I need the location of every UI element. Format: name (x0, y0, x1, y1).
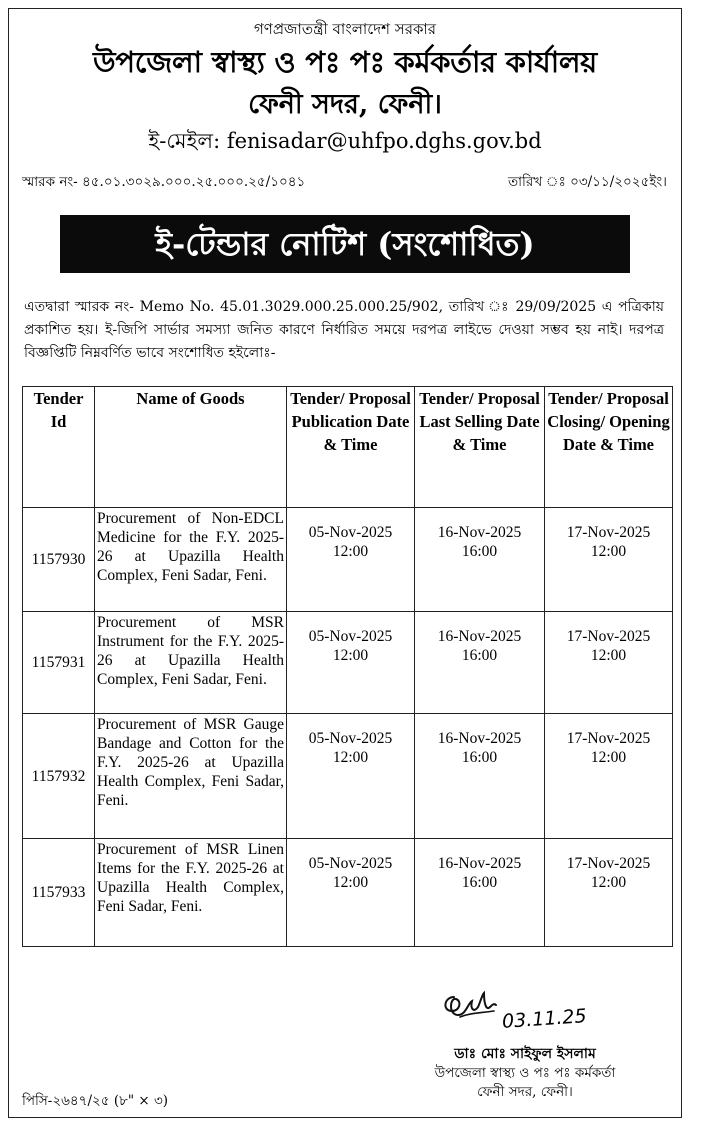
tender-id: 1157932 (23, 714, 95, 839)
publication-datetime: 05-Nov-2025 12:00 (287, 612, 415, 714)
goods-name: Procurement of MSR Linen Items for the F.Y. 2025-26 at Upazilla Health Complex, Feni Sadar, Feni. (95, 839, 287, 947)
office-place: ফেনী সদর, ফেনী। (248, 89, 442, 120)
selling-datetime: 16-Nov-2025 16:00 (415, 714, 545, 839)
table-row (23, 839, 673, 947)
notice-date: তারিখ ঃ ০৩/১১/২০২৫ইং। (508, 174, 667, 190)
tender-id: 1157933 (23, 839, 95, 947)
publication-datetime: 05-Nov-2025 12:00 (287, 714, 415, 839)
memo-number: স্মারক নং- ৪৫.০১.৩০২৯.০০০.২৫.০০০.২৫/১০৪১ (22, 174, 306, 190)
signer-block (400, 1045, 650, 1102)
closing-datetime: 17-Nov-2025 12:00 (545, 714, 673, 839)
header-publication: Tender/ Proposal Publication Date & Time (287, 387, 415, 508)
header-tender-id: Tender Id (23, 387, 95, 508)
tender-id: 1157930 (23, 508, 95, 612)
notice-title: ই-টেন্ডার নোটিশ (সংশোধিত) (60, 215, 630, 273)
goods-name: Procurement of MSR Instrument for the F.Y. 2025-26 at Upazilla Health Complex, Feni Sadar, Feni. (95, 612, 287, 714)
signer-designation: উপজেলা স্বাস্থ্য ও পঃ পঃ কর্মকর্তা (434, 1065, 616, 1081)
goods-name: Procurement of MSR Gauge Bandage and Cotton for the F.Y. 2025-26 at Upazilla Health Complex, Feni Sadar, Feni. (95, 714, 287, 839)
signer-name: ডাঃ মোঃ সাইফুল ইসলাম (454, 1046, 596, 1062)
office-email: ই-মেইল: fenisadar@uhfpo.dghs.gov.bd (148, 129, 542, 153)
publication-datetime: 05-Nov-2025 12:00 (287, 839, 415, 947)
selling-datetime: 16-Nov-2025 16:00 (415, 839, 545, 947)
office-name: উপজেলা স্বাস্থ্য ও পঃ পঃ কর্মকর্তার কার্যালয় (93, 45, 597, 79)
closing-datetime: 17-Nov-2025 12:00 (545, 612, 673, 714)
footer-code: পিসি-২৬৪৭/২৫ (৮" × ৩) (22, 1093, 169, 1109)
signer-location: ফেনী সদর, ফেনী। (477, 1084, 573, 1100)
tender-table (22, 386, 673, 947)
goods-name: Procurement of Non-EDCL Medicine for the F.Y. 2025-26 at Upazilla Health Complex, Feni Sadar, Feni. (95, 508, 287, 612)
publication-datetime: 05-Nov-2025 12:00 (287, 508, 415, 612)
selling-datetime: 16-Nov-2025 16:00 (415, 612, 545, 714)
signature-date: 03.11.25 (501, 1005, 588, 1033)
intro-paragraph: এতদ্বারা স্মারক নং- Memo No. 45.01.3029.000.25.000.25/902, তারিখ ঃ 29/09/2025 এ পত্রিকায় প্রকাশিত হয়। ই-জিপি সার্ভার সমস্যা জনিত কারণে নির্ধারিত সময়ে দরপত্র লাইভে দেওয়া সম্ভব হয় নাই। দরপত্র বিজ্ঞপ্তিটি নিম্নবর্ণিত ভাবে সংশোধিত হইলোঃ- (24, 299, 664, 361)
header-goods: Name of Goods (95, 387, 287, 508)
header-last-selling: Tender/ Proposal Last Selling Date & Time (415, 387, 545, 508)
selling-datetime: 16-Nov-2025 16:00 (415, 508, 545, 612)
table-row (23, 612, 673, 714)
government-line: গণপ্রজাতন্ত্রী বাংলাদেশ সরকার (253, 20, 437, 38)
table-row (23, 714, 673, 839)
tender-id: 1157931 (23, 612, 95, 714)
signature-scribble-icon (440, 985, 500, 1025)
header-closing: Tender/ Proposal Closing/ Opening Date & Time (545, 387, 673, 508)
closing-datetime: 17-Nov-2025 12:00 (545, 508, 673, 612)
closing-datetime: 17-Nov-2025 12:00 (545, 839, 673, 947)
table-row (23, 508, 673, 612)
